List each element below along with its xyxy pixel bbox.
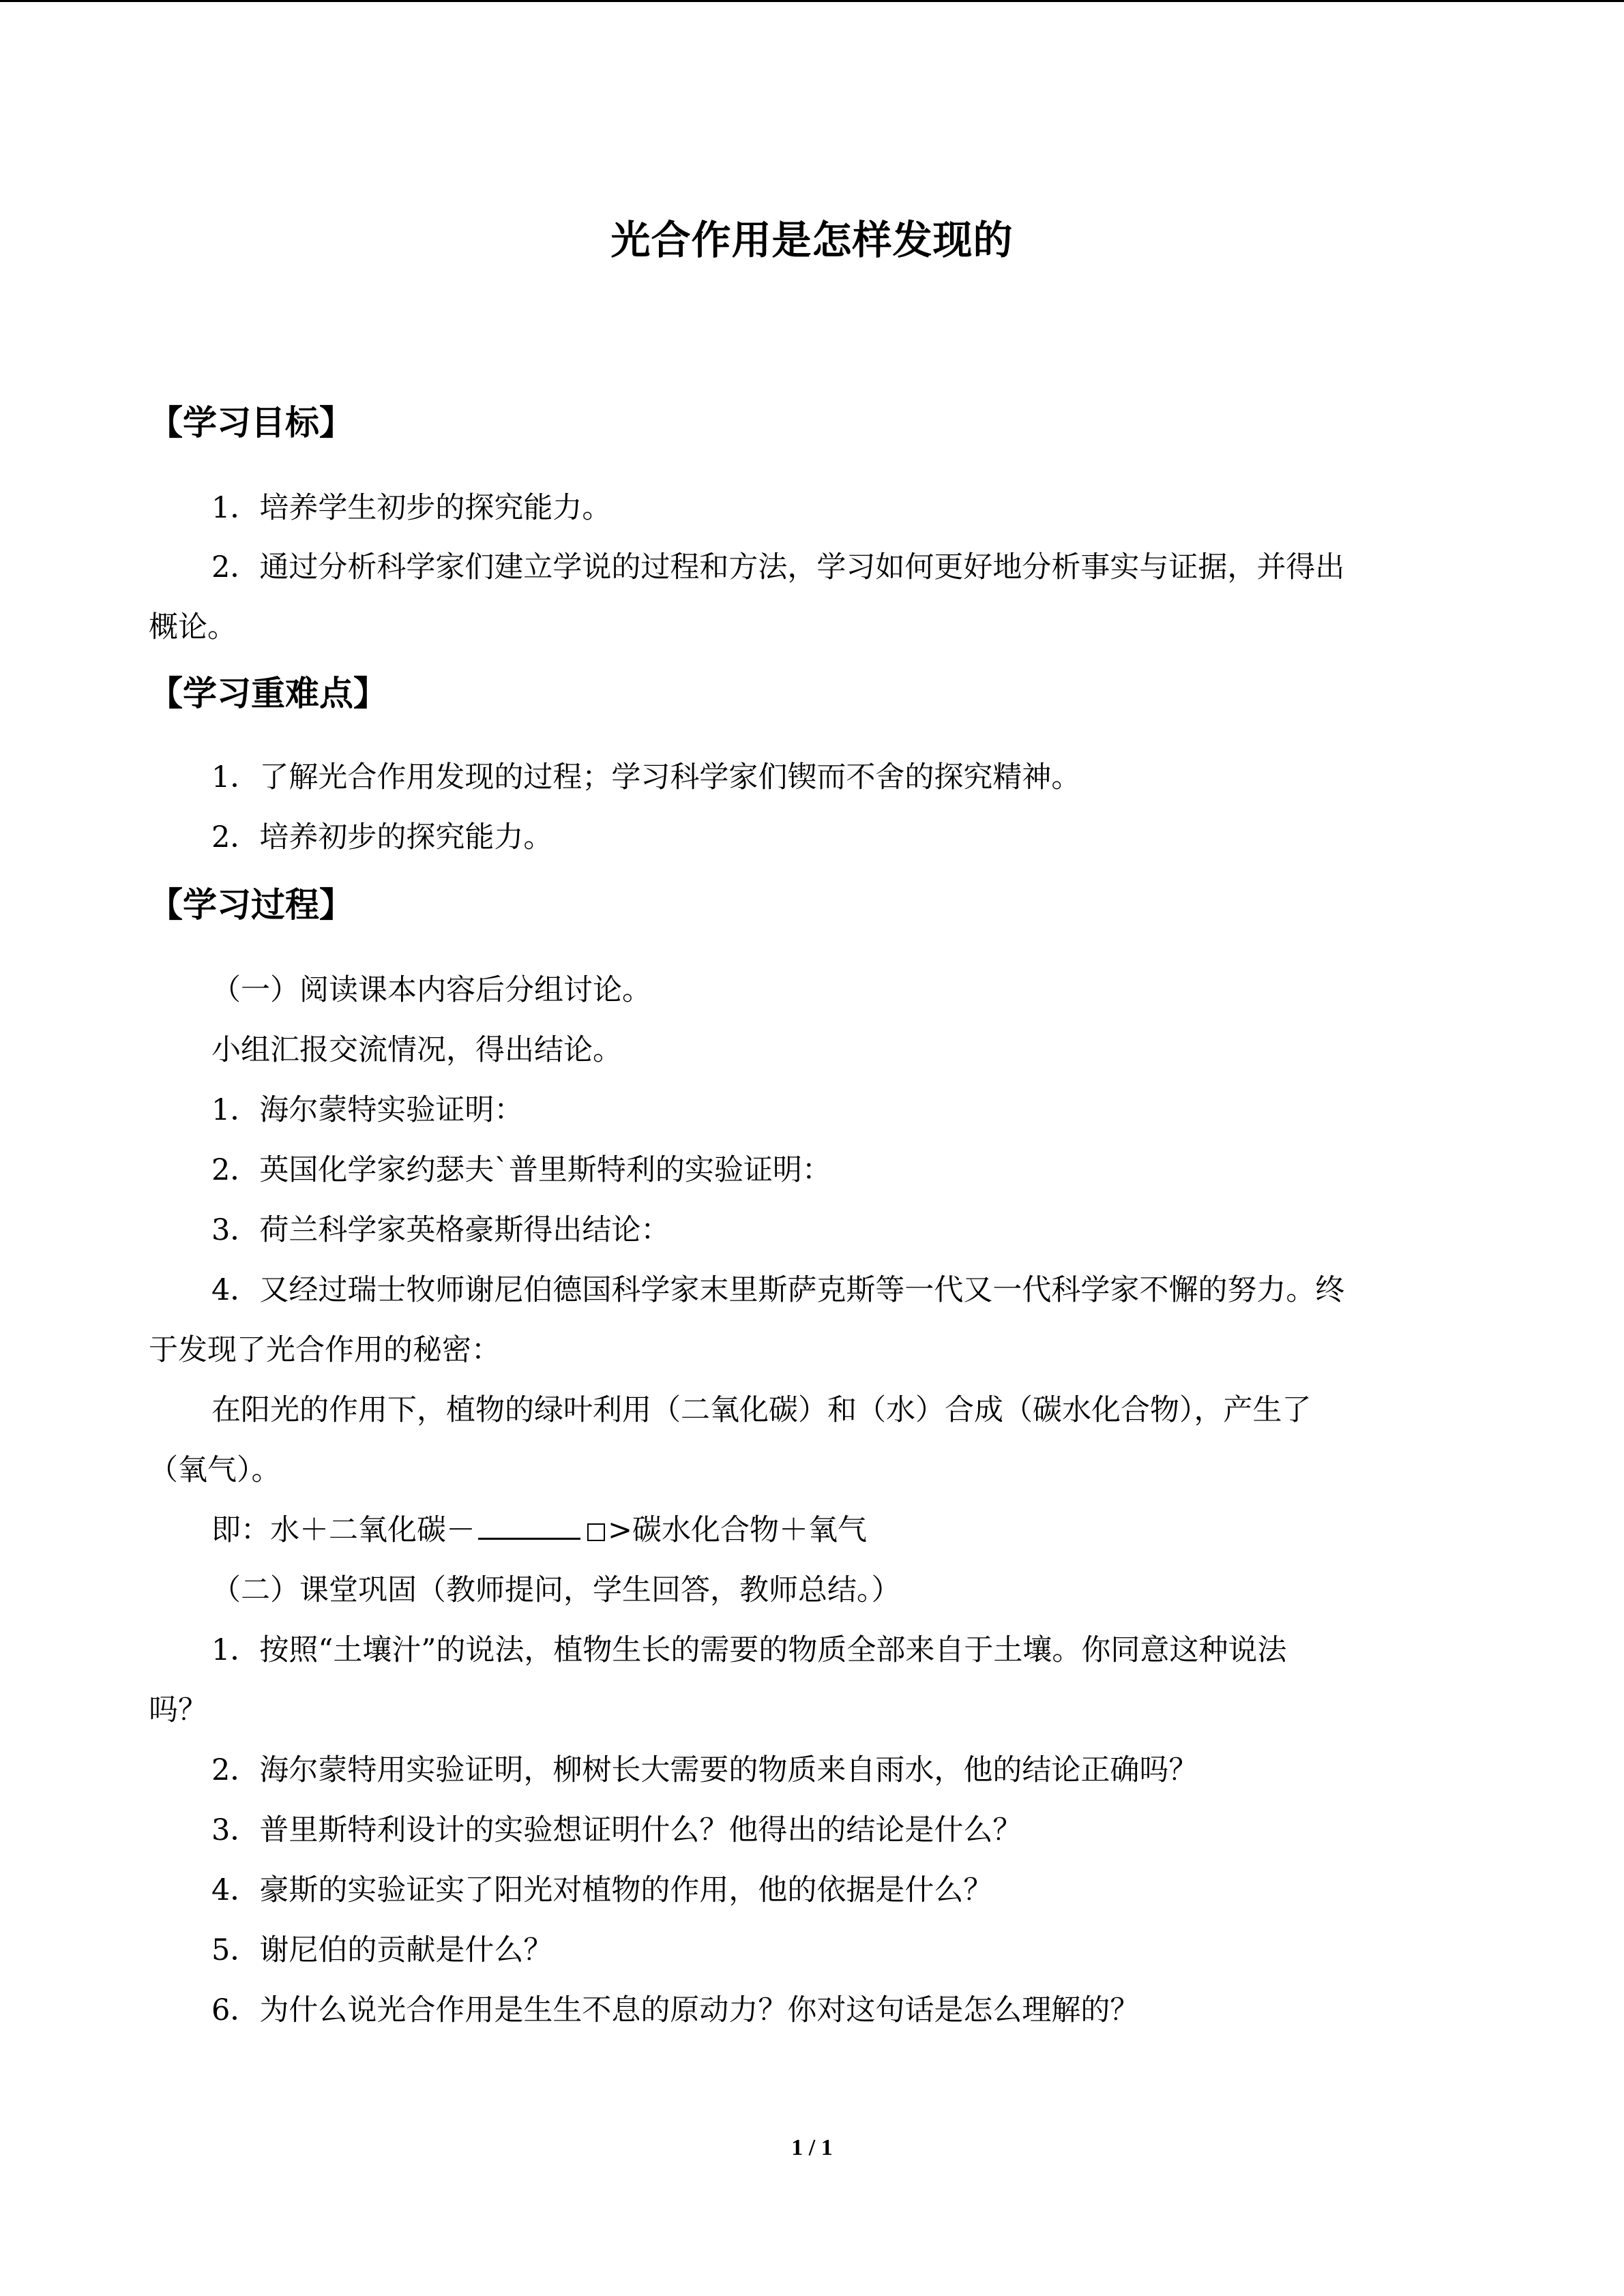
objective-item-1: 1．培养学生初步的探究能力。 (211, 491, 612, 525)
question-3: 3．普里斯特利设计的实验想证明什么？他得出的结论是什么？ (211, 1813, 1022, 1847)
key-point-item-1: 1．了解光合作用发现的过程；学习科学家们锲而不舍的探究精神。 (211, 760, 1081, 794)
process-line-6-continued: 于发现了光合作用的秘密： (149, 1333, 501, 1367)
question-6: 6．为什么说光合作用是生生不息的原动力？你对这句话是怎么理解的？ (211, 1993, 1140, 2027)
page-number: 1 / 1 (791, 2135, 833, 2160)
process-line-7: 在阳光的作用下，植物的绿叶利用（二氧化碳）和（水）合成（碳水化合物），产生了 (211, 1393, 1312, 1427)
question-1-continued: 吗？ (149, 1693, 207, 1727)
process-line-7-continued: （氧气）。 (149, 1453, 281, 1487)
key-point-item-2: 2．培养初步的探究能力。 (211, 820, 553, 854)
process-line-4: 2．英国化学家约瑟夫`普里斯特利的实验证明： (211, 1153, 831, 1187)
top-border-rule (0, 0, 1624, 2)
process-line-5: 3．荷兰科学家英格豪斯得出结论： (211, 1213, 670, 1247)
process-heading: 【学习过程】 (149, 885, 353, 925)
arrow-box-icon (587, 1523, 605, 1541)
objectives-heading: 【学习目标】 (149, 403, 353, 443)
equation-prefix: 即：水＋二氧化碳－ (211, 1513, 475, 1547)
key-points-heading: 【学习重难点】 (149, 674, 387, 713)
process-line-2: 小组汇报交流情况，得出结论。 (211, 1033, 622, 1067)
equation-blank (478, 1510, 580, 1540)
question-1: 1．按照“土壤汁”的说法，植物生长的需要的物质全部来自于土壤。你同意这种说法 (211, 1633, 1287, 1667)
objective-item-2-continued: 概论。 (149, 610, 237, 644)
equation-suffix: >碳水化合物＋氧气 (608, 1513, 868, 1547)
process-line-3: 1．海尔蒙特实验证明： (211, 1093, 524, 1127)
document-title: 光合作用是怎样发现的 (610, 217, 1014, 263)
question-2: 2．海尔蒙特用实验证明，柳树长大需要的物质来自雨水，他的结论正确吗？ (211, 1753, 1198, 1787)
question-5: 5．谢尼伯的贡献是什么？ (211, 1933, 553, 1967)
equation-line (211, 1510, 867, 1551)
objective-item-2: 2．通过分析科学家们建立学说的过程和方法，学习如何更好地分析事实与证据，并得出 (211, 550, 1345, 584)
review-heading: （二）课堂巩固（教师提问，学生回答，教师总结。） (211, 1573, 901, 1607)
question-4: 4．豪斯的实验证实了阳光对植物的作用，他的依据是什么？ (211, 1873, 993, 1907)
process-line-1: （一）阅读课本内容后分组讨论。 (211, 973, 651, 1007)
process-line-6: 4．又经过瑞士牧师谢尼伯德国科学家末里斯萨克斯等一代又一代科学家不懈的努力。终 (211, 1273, 1345, 1307)
